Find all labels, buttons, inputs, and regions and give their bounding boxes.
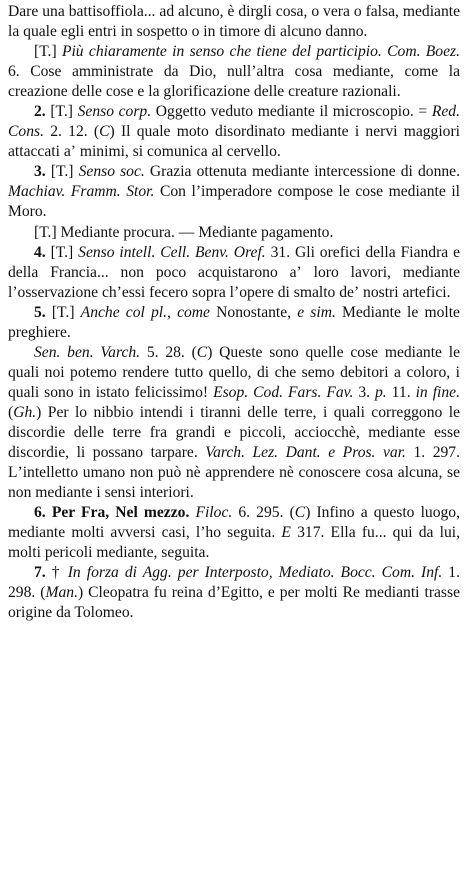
text-run: [T.] [34, 43, 62, 61]
italic-run: C [196, 343, 208, 361]
italic-run: E [281, 524, 291, 542]
dictionary-entry-paragraph [8, 102, 460, 162]
italic-run: Senso soc. [78, 163, 145, 181]
italic-run: Filoc. [195, 504, 233, 522]
text-run: ( [8, 403, 14, 421]
italic-run: C [294, 504, 306, 522]
text-run: 1. 298. ( [8, 564, 460, 602]
dictionary-entry-paragraph [8, 303, 460, 343]
text-run: [T.] [50, 163, 79, 181]
text-run: 31. Gli orefici della Fiandra e della Francia... non poco acquistarono aʼ loro lavori, mediante lʼosservazione chʼessi fecero sopra lʼopere di smalto deʼ nostri artefici. [8, 243, 461, 301]
text-run: [T.] [50, 243, 79, 261]
bold-run: 6. [34, 504, 52, 522]
text-run: Oggetto veduto mediante il microscopio. = [151, 103, 432, 121]
text-run: Grazia ottenuta mediante intercessione di donne. [144, 163, 460, 181]
italic-run: p. [375, 383, 387, 401]
dictionary-entry-paragraph [8, 42, 460, 102]
dictionary-entry-paragraph [8, 243, 460, 303]
dictionary-entry-paragraph [8, 162, 460, 222]
text-run: 6. Cose amministrate da Dio, nullʼaltra cosa mediante, come la creazione delle cose e la glorificazione delle creature razionali. [8, 63, 460, 101]
text-run: Dare una battisoffiola... ad alcuno, è dirgli cosa, o vera o falsa, mediante la quale egli entri in sospetto o in timore di alcuno danno. [8, 3, 460, 41]
italic-run: in fine. [415, 383, 460, 401]
text-run: 2. 12. ( [43, 123, 100, 141]
text-run: 6. 295. ( [232, 504, 295, 522]
italic-run: C [99, 123, 110, 141]
text-run: 317. Ella fu... qui da lui, molti pericoli mediante, seguita. [8, 524, 460, 562]
bold-run: 5. [34, 303, 52, 321]
bold-run: 3. [34, 163, 51, 181]
bold-run: 2. [34, 103, 51, 121]
text-run: † [51, 564, 68, 582]
text-run: [T.] [50, 103, 78, 121]
text-run: ) Cleopatra fu reina dʼEgitto, e per molti Re medianti trasse origine da Tolomeo. [8, 584, 460, 622]
dictionary-entry-paragraph [8, 223, 460, 243]
italic-run: Red. Cons. [8, 103, 460, 141]
dictionary-entry-paragraph [8, 503, 460, 563]
text-run: [T.] Mediante procura. — Mediante pagamento. [34, 223, 334, 241]
italic-run: Più chiaramente in senso che tiene del participio. Com. Boez. [61, 43, 460, 61]
text-run: ) Infino a questo luogo, mediante molti avversi casi, lʼho seguita. [8, 504, 460, 542]
bold-run: Per Fra, Nel mezzo. [51, 504, 196, 522]
text-run: Con lʼimperadore compose le cose mediante il Moro. [8, 183, 460, 221]
italic-run: Senso intell. Cell. Benv. Oref. [78, 243, 266, 261]
italic-run: In forza di Agg. per Interposto, Mediato. Bocc. Com. Inf. [67, 564, 443, 582]
italic-run: Man. [45, 584, 78, 602]
italic-run: e sim. [297, 303, 336, 321]
text-run: 3. [353, 383, 375, 401]
dictionary-entry-paragraph [8, 343, 460, 503]
text-run: ) Per lo nibbio intendi i tiranni delle terre, i quali correggono le discordie delle terre fra grandi e piccoli, acciocchè, mediante esse discordie, li possano tarpare. [8, 403, 460, 462]
italic-run: Varch. Lez. Dant. e Pros. var. [205, 444, 406, 462]
dictionary-entry-paragraph [8, 2, 460, 42]
text-run: 11. [386, 383, 416, 401]
italic-run: Machiav. Framm. Stor. [8, 183, 155, 201]
italic-run: Anche col pl., come [80, 303, 210, 321]
text-run: 5. 28. ( [140, 343, 197, 361]
italic-run: Senso corp. [77, 103, 152, 121]
text-run: [T.] [51, 303, 81, 321]
text-run: ) Il quale moto disordinato mediante i nervi maggiori attaccati aʼ minimi, si comunica al cervello. [8, 123, 461, 161]
italic-run: Gh. [13, 403, 37, 421]
dictionary-entry-paragraph [8, 563, 460, 623]
bold-run: 4. [34, 243, 51, 261]
text-run: 1. 297. Lʼintelletto umano non può nè apprendere nè conoscere cosa alcuna, se non mediante i sensi interiori. [8, 444, 461, 502]
bold-run: 7. [34, 564, 52, 582]
italic-run: Esop. Cod. Fars. Fav. [213, 383, 354, 401]
text-run: Nonostante, [209, 303, 298, 321]
text-run: ) Queste sono quelle cose mediante le quali noi potemo rendere tutto quello, di che semo debitori a coloro, i quali sono in istato felicissimo! [8, 343, 460, 401]
italic-run: Sen. ben. Varch. [34, 343, 141, 361]
text-run: Mediante le molte preghiere. [8, 303, 460, 341]
